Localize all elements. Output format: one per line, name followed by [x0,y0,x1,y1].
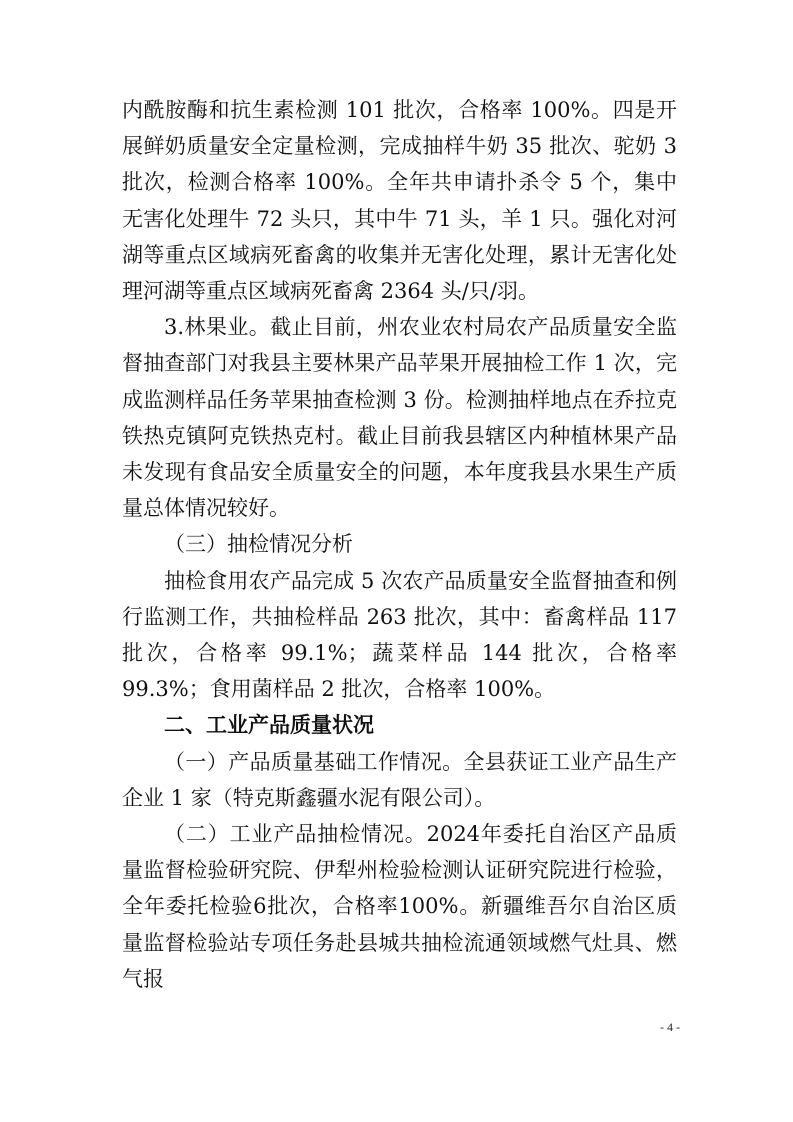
paragraph-forest-fruit: 3.林果业。截止目前，州农业农村局农产品质量安全监督抽查部门对我县主要林果产品苹果开展抽检工作 1 次，完成监测样品任务苹果抽查检测 3 份。检测抽样地点在乔拉克铁热克镇阿克铁热克村。截止目前我县辖区内种植林果产品未发现有食品安全质量安全的问题，本年度我县水果生产质量总体情况较好。 [122,315,677,521]
paragraph-sampling-analysis: 抽检食用农产品完成 5 次农产品质量安全监督抽查和例行监测工作，共抽检样品 263 批次，其中：畜禽样品 117 批次，合格率 99.1%；蔬菜样品 144 批次，合格率 99.3%；食用菌样品 2 批次，合格率 100%。 [122,568,677,702]
page-number: - 4 - [660,1020,680,1034]
paragraph-industrial-sampling: （二）工业产品抽检情况。2024年委托自治区产品质量监督检验研究院、伊犁州检验检测认证研究院进行检验，全年委托检验6批次，合格率100%。新疆维吾尔自治区质量监督检验站专项任务赴县城共抽检流通领域燃气灶具、燃气报 [122,822,677,991]
paragraph-quality-foundation: （一）产品质量基础工作情况。全县获证工业产品生产企业 1 家（特克斯鑫疆水泥有限公司）。 [122,749,677,810]
paragraph-livestock-testing: 内酰胺酶和抗生素检测 101 批次，合格率 100%。四是开展鲜奶质量安全定量检测，完成抽样牛奶 35 批次、驼奶 3 批次，检测合格率 100%。全年共申请扑杀令 5 个，集中无害化处理牛 72 头只，其中牛 71 头，羊 1 只。强化对河湖等重点区域病死畜禽的收集并无害化处理，累计无害化处理河湖等重点区域病死畜禽 2364 头/只/羽。 [122,98,677,304]
section-heading-industrial-quality: 二、工业产品质量状况 [164,713,374,738]
document-body [122,92,677,997]
section-heading-sampling-analysis: （三）抽检情况分析 [164,532,353,557]
